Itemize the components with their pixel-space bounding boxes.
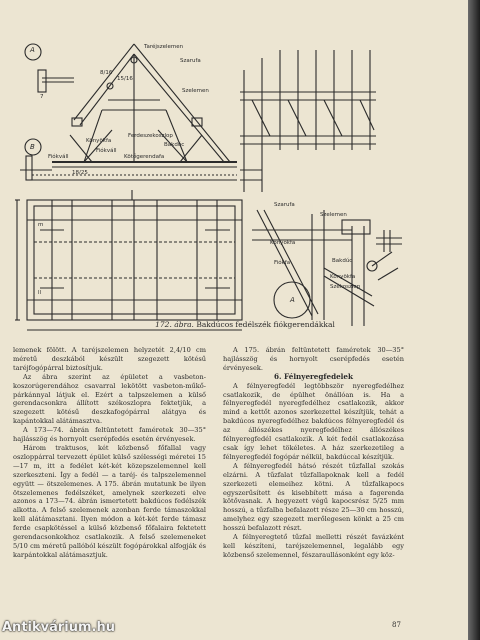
detail-label-konyokfa: Könyökfa (270, 240, 296, 246)
paragraph: A félnyeregtető tűzfal melletti részét favázként kell készíteni, taréjszelemennel, legalább egy közbenső szelemennel, fészaraullásonként egy köz- (223, 533, 404, 559)
plan-label-ll: ll (38, 290, 42, 296)
roof-label-szarufa: Szarufa (180, 58, 201, 64)
paragraph: lemenek fölött. A taréjszelemen helyzetét 2,4/10 cm méretű deszkából készült szegezett kötésű taréjfogópárral biztosítjuk. (13, 346, 206, 372)
callout-a-label: A (30, 46, 35, 54)
roof-label-kotogerendafa: Kötőgerendafa (124, 154, 165, 160)
detail-label-szarufa: Szarufa (274, 202, 295, 208)
roof-label-szelemen: Szelemen (182, 88, 209, 94)
detail-label-szekoszlop: Székoszlop (330, 284, 361, 290)
roof-label-fiokvall-2: Fiókváll (96, 148, 117, 154)
dim-label-2: 15/16 (117, 76, 133, 82)
roof-structure-figure (12, 30, 412, 340)
detail-label-konyokfa-2: Könyökfa (330, 274, 356, 280)
paragraph: Az ábra szerint az épületet a vasbeton-koszorúgerendához csavarral lekötött vasbeton-műkő-párkánnyal látjuk el. Ezért a talpszelemen a külső gerendacsonkra állított székoszlopra fektetjük, a szegezett kötésű deszkafogópárral alátgya és kapántokkal alátámasztva. (13, 372, 206, 426)
paragraph: A 173—74. ábrán feltüntetett faméretek 30—35° hajlásszög és hornyolt cserépfedés esetén érvényesek. (13, 426, 206, 444)
page-gutter (468, 0, 480, 640)
roof-label-ferdeszekoszlop: Ferdeszekoszlop (128, 133, 173, 139)
figure-number: 172. ábra. (155, 320, 194, 329)
roof-label-tarejszelemen: Taréjszelemen (144, 44, 184, 50)
dim-label-3: 18/25 (72, 170, 88, 176)
right-column (223, 346, 404, 560)
roof-label-fiokvall: Fiókváll (48, 154, 69, 160)
paragraph: Három traktusos, két közbenső főfallal vagy oszloppárral tervezett épület külső szélességi méretei 15—17 m, itt a fedélet két-két közepszelemennel kell szerkeszteni. Így a fedél — a taréj- és talpszelemennel együtt — ötszelemenes. A 175. ábrán mutatunk be ilyen ötszelemenes fedélszéket, amelynek szerkezeti elve azonos a 173—74. ábrán ismertetett bakdúcos fedélszék alkotta. A felső szelemenek azonban ferde támaszokkal kell alátámasztani. Ilyen módon a két-két ferde támasz ferde csapkötéssel a külső közbenső főfalaira fektetett gerendacsonkokhoz csatlakozik. A felső szelemeneket 5/10 cm méretű pallóból készült fogópárokkal alfogják és karpántokkal alátámasztjuk. (13, 443, 206, 559)
detail-label-szelemen: Szelemen (320, 212, 347, 218)
paragraph: A félnyeregfedél legtöbbször nyeregfedélhez csatlakozik, de épülhet önállóan is. Ha a félnyeregfedél nyeregfedélhez csatlakozik, akkor mind a kettőt azonos szerkezettel készítjük, tehát a bakdúcos nyeregfedélhez bakdúcos félnyeregfedél és az állószékes nyeregfedélhez állószékes félnyeregfedél csatlakozik. A két fedél csatlakozása csak így lehet tökéletes. A ház szerkezetileg a félnyeregfedél fogópár nélkül, bakdúccal készítjük. (223, 381, 404, 461)
figure-caption (100, 320, 390, 329)
callout-b-label: B (30, 143, 35, 151)
paragraph: A 175. ábrán feltüntetett faméretek 30—35° hajlásszög és hornyolt cserépfedés esetén érvényesek. (223, 346, 404, 372)
figure-title: Bakdúcos fedélszék fiókgerendákkal (196, 320, 335, 329)
dim-label-4: 7 (40, 94, 44, 100)
section-heading: 6. Félnyeregfedelek (274, 371, 353, 381)
dim-label-1: 8/16 (100, 70, 113, 76)
plan-label-m: m (38, 222, 44, 228)
left-column (13, 346, 206, 560)
detail-label-a: A (290, 296, 295, 304)
roof-label-bakduc: Bakdúc (164, 142, 185, 148)
page-number: 87 (392, 621, 401, 629)
detail-label-bakduc: Bakdúc (332, 258, 353, 264)
roof-label-konyokfa: Könyökfa (86, 138, 112, 144)
detail-label-fiokfa: Fiókfa (274, 260, 291, 266)
watermark: Antikvárium.hu (2, 620, 115, 635)
paragraph: A félnyeregfedél hátsó részét tűzfallal szokás elzárni. A tűzfalat tűzfallapoknak kell a fedél szerkezeti elemeihez kötni. A tűzfalkapocs egyszerűsített és kisebbített mása a fagerenda kötővasnak. A hegyezett végű kapocsrész 5/25 mm hosszú, a tűzfalba befalazott része 25—30 cm hosszú, amelyhez egy szegezett merőlegesen könkt a 25 cm hosszú befalazott részt. (223, 461, 404, 533)
